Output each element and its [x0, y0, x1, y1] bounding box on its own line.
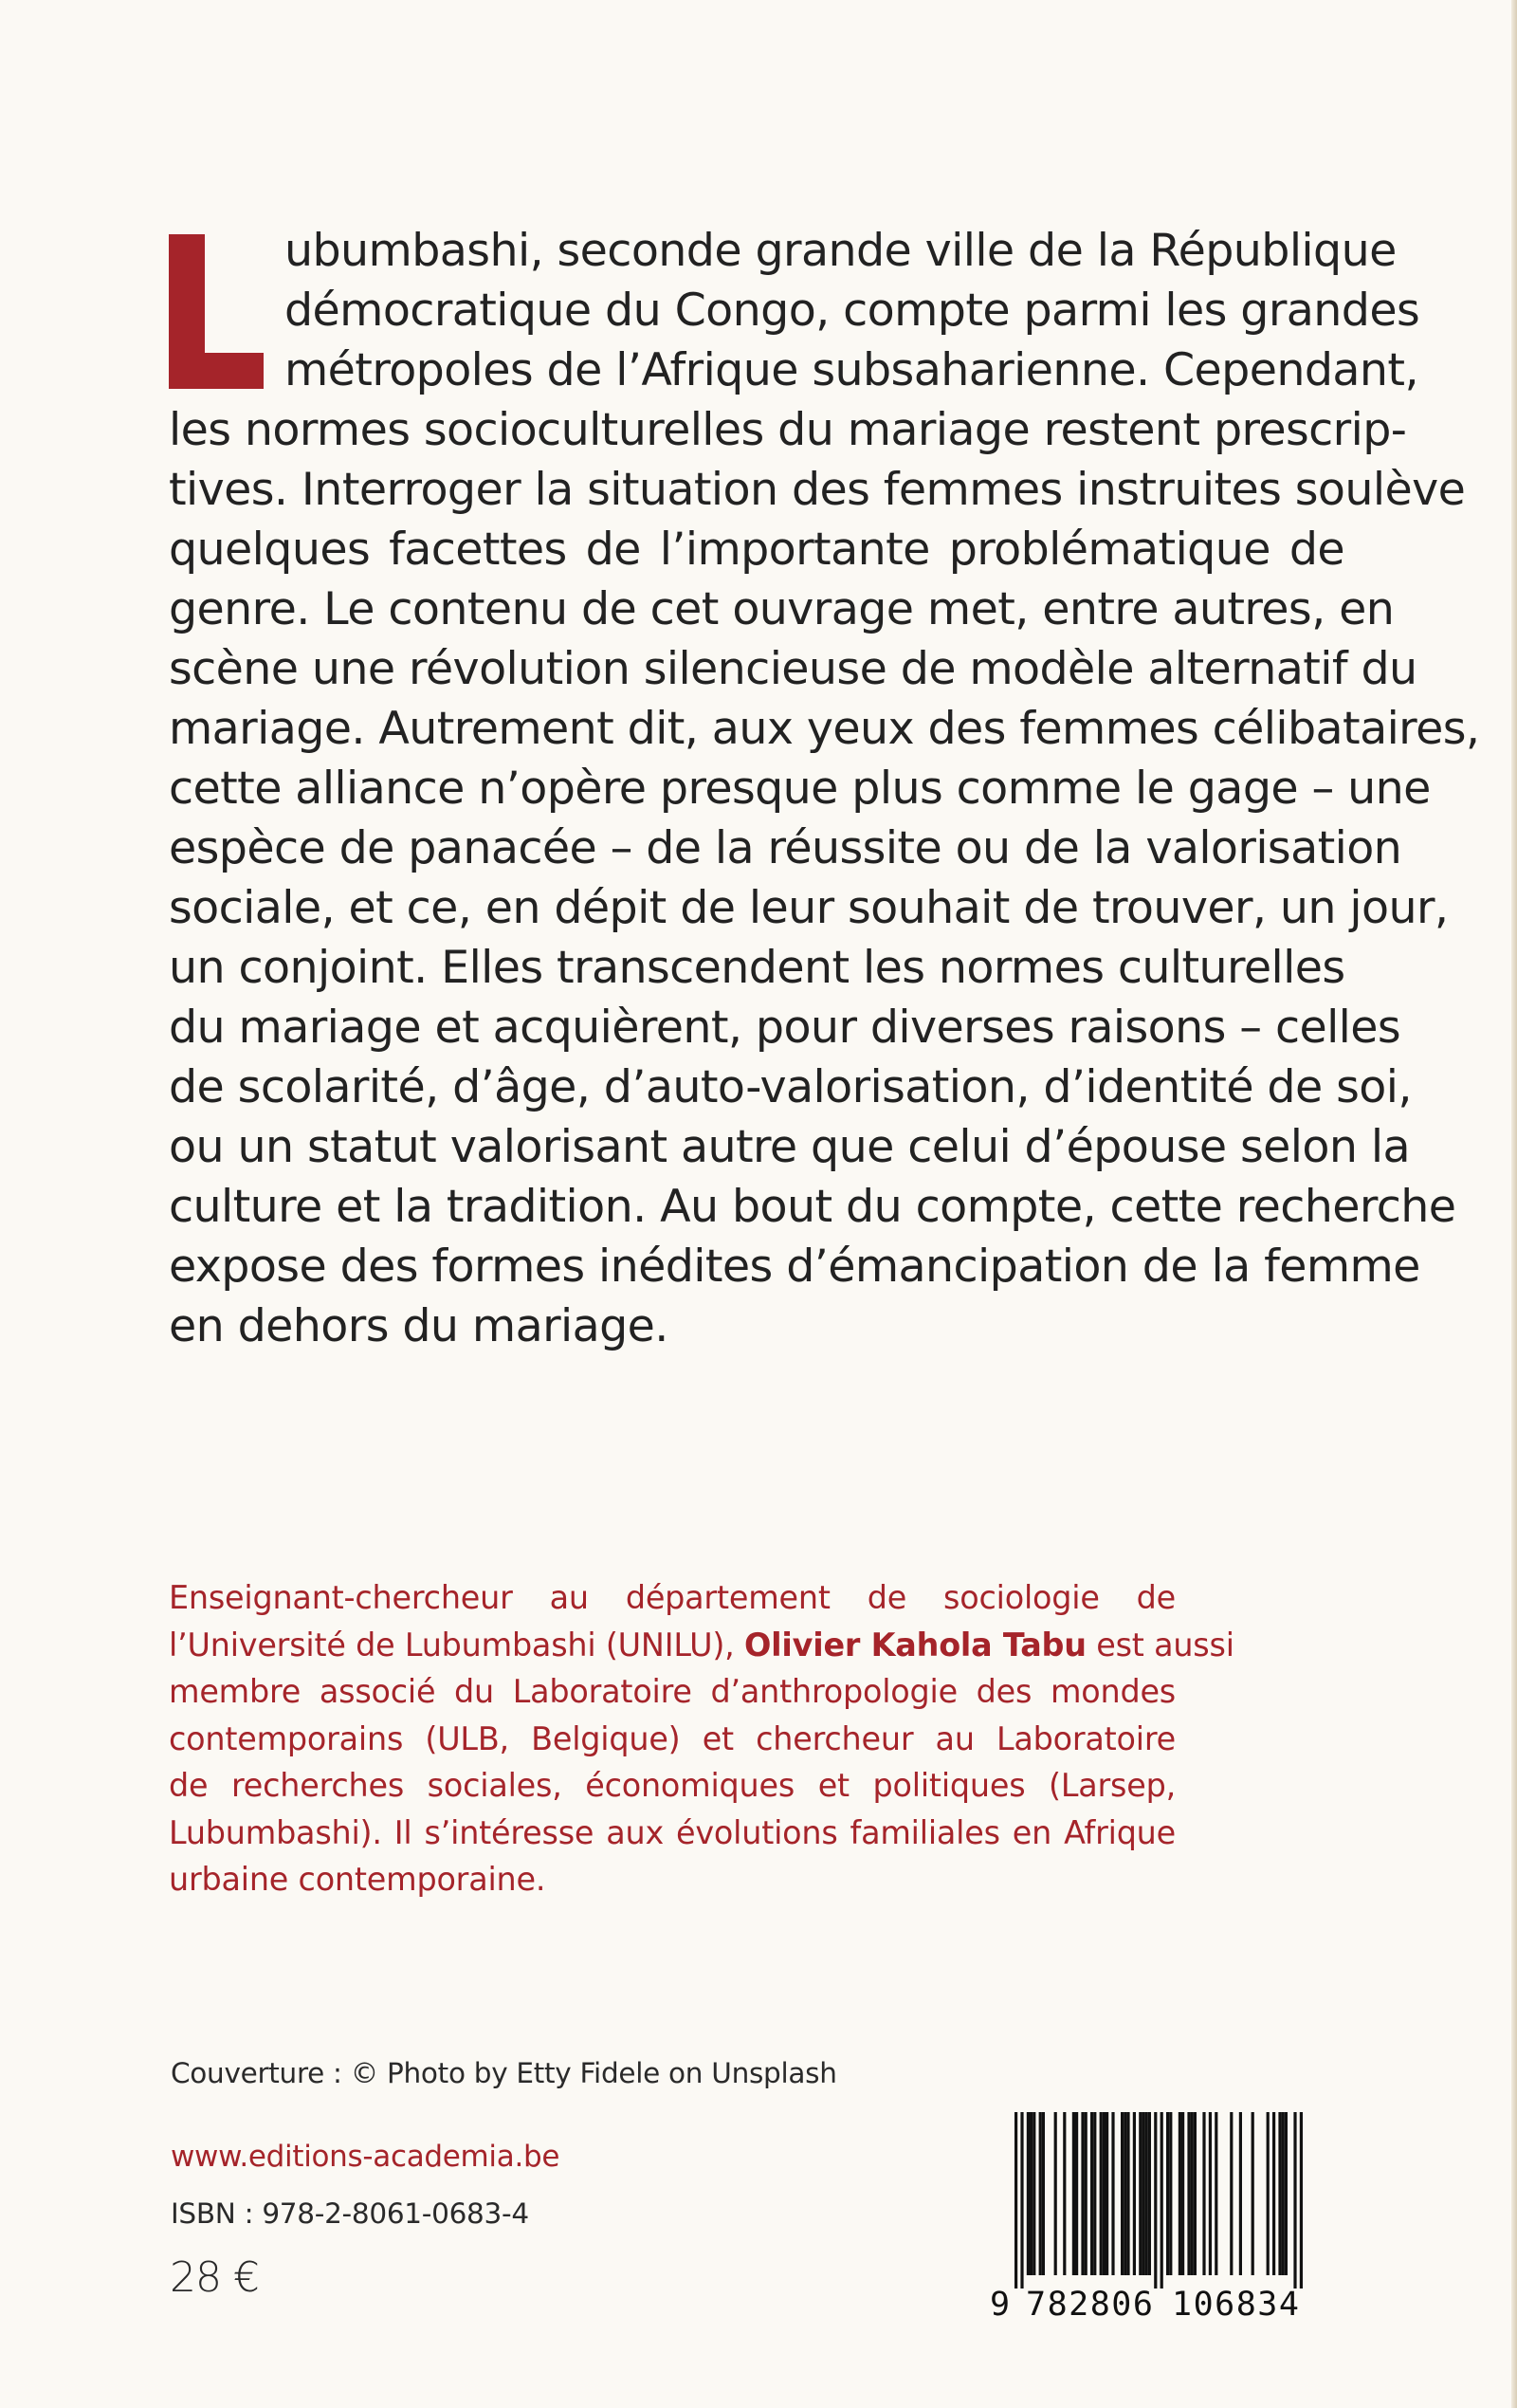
- barcode-bar: [1148, 2112, 1151, 2275]
- blurb-line: un conjoint. Elles transcendent les normes culturelles: [169, 942, 1345, 994]
- barcode-bar: [1133, 2112, 1136, 2275]
- barcode-bar: [1209, 2112, 1212, 2275]
- bio-line: urbaine contemporaine.: [169, 1861, 546, 1898]
- barcode-bar: [1282, 2112, 1285, 2275]
- blurb-line: expose des formes inédites d’émancipation de la femme: [169, 1241, 1420, 1293]
- barcode-bar: [1100, 2112, 1103, 2275]
- isbn-barcode: [990, 2112, 1314, 2326]
- blurb-line: ubumbashi, seconde grande ville de la République: [284, 225, 1397, 277]
- barcode-bar: [1169, 2112, 1172, 2275]
- blurb-line: tives. Interroger la situation des femmes instruites soulève: [169, 464, 1466, 516]
- barcode-bar: [1191, 2112, 1194, 2275]
- barcode-digits: [990, 2283, 1314, 2326]
- isbn: ISBN : 978-2-8061-0683-4: [171, 2197, 529, 2230]
- barcode-bar: [1030, 2112, 1033, 2275]
- blurb-line: espèce de panacée – de la réussite ou de la valorisation: [169, 822, 1402, 874]
- barcode-bar: [1063, 2112, 1066, 2275]
- barcode-bar: [1161, 2112, 1163, 2289]
- barcode-bar: [1103, 2112, 1106, 2275]
- barcode-bar: [1033, 2112, 1035, 2275]
- barcode-bar: [1230, 2112, 1233, 2275]
- blurb-line: en dehors du mariage.: [169, 1300, 668, 1352]
- spine-edge: [1511, 0, 1517, 2408]
- barcode-bar: [1252, 2112, 1254, 2275]
- barcode-bar: [1042, 2112, 1045, 2275]
- barcode-bar: [1027, 2112, 1030, 2275]
- barcode-bar: [1075, 2112, 1078, 2275]
- barcode-bar: [1126, 2112, 1129, 2275]
- barcode-bar: [1124, 2112, 1126, 2275]
- author-name: Olivier Kahola Tabu: [743, 1626, 1087, 1664]
- bio-line: Lubumbashi). Il s’intéresse aux évolutions familiales en Afrique: [169, 1813, 1176, 1851]
- blurb-line: quelques facettes de l’importante problématique de: [169, 524, 1344, 576]
- barcode-digit-lead: 9: [990, 2286, 1011, 2324]
- barcode-bar: [1166, 2112, 1169, 2275]
- blurb-line: de scolarité, d’âge, d’auto-valorisation, d’identité de soi,: [169, 1061, 1412, 1113]
- barcode-bar: [1293, 2112, 1296, 2289]
- barcode-bar: [1239, 2112, 1242, 2275]
- blurb-line: scène une révolution silencieuse de modèle alternatif du: [169, 643, 1417, 695]
- blurb-line: sociale, et ce, en dépit de leur souhait de trouver, un jour,: [169, 882, 1449, 934]
- barcode-bar: [1054, 2112, 1057, 2275]
- barcode-bar: [1072, 2112, 1075, 2275]
- barcode-bar: [1187, 2112, 1190, 2275]
- barcode-bar: [1145, 2112, 1148, 2275]
- drop-cap-l: [169, 234, 264, 389]
- barcode-bar: [1111, 2112, 1114, 2275]
- bio-text: est aussi: [1086, 1626, 1234, 1664]
- back-cover-blurb: [169, 221, 1480, 1356]
- barcode-bar: [1139, 2112, 1142, 2275]
- barcode-bar: [1154, 2112, 1157, 2289]
- publisher-website-link[interactable]: www.editions-academia.be: [171, 2140, 560, 2174]
- bio-line: Enseignant-chercheur au département de sociologie de: [169, 1579, 1176, 1616]
- barcode-bar: [1215, 2112, 1217, 2275]
- blurb-line: cette alliance n’opère presque plus comme le gage – une: [169, 763, 1431, 815]
- blurb-line: genre. Le contenu de cet ouvrage met, entre autres, en: [169, 583, 1395, 635]
- barcode-bar: [1014, 2112, 1017, 2289]
- barcode-bar: [1179, 2112, 1181, 2275]
- barcode-bar: [1267, 2112, 1270, 2275]
- bio-line: membre associé du Laboratoire d’anthropologie des mondes: [169, 1673, 1176, 1710]
- blurb-line: culture et la tradition. Au bout du compte, cette recherche: [169, 1181, 1456, 1233]
- bio-line: [169, 1622, 1234, 1669]
- bio-text: l’Université de Lubumbashi (UNILU),: [169, 1626, 744, 1664]
- barcode-bar: [1142, 2112, 1144, 2275]
- barcode-bar: [1272, 2112, 1275, 2275]
- blurb-line: métropoles de l’Afrique subsaharienne. Cependant,: [284, 344, 1418, 396]
- bio-line: contemporains (ULB, Belgique) et chercheur au Laboratoire: [169, 1719, 1176, 1757]
- blurb-opening: [169, 221, 1420, 400]
- blurb-line: les normes socioculturelles du mariage restent prescrip-: [169, 404, 1407, 456]
- barcode-bar: [1202, 2112, 1205, 2275]
- price: 28 €: [170, 2253, 259, 2302]
- barcode-bar: [1181, 2112, 1184, 2275]
- barcode-bar: [1090, 2112, 1093, 2275]
- barcode-bar: [1106, 2112, 1108, 2275]
- bio-line: de recherches sociales, économiques et politiques (Larsep,: [169, 1767, 1176, 1804]
- barcode-digits-left: 782806: [1026, 2286, 1155, 2324]
- barcode-bar: [1285, 2112, 1288, 2275]
- blurb-line: ou un statut valorisant autre que celui d’épouse selon la: [169, 1121, 1410, 1173]
- barcode-bar: [1194, 2112, 1197, 2275]
- barcode-bar: [1093, 2112, 1096, 2275]
- barcode-bar: [1278, 2112, 1281, 2275]
- barcode-digits-right: 106834: [1172, 2286, 1301, 2324]
- barcode-bar: [1020, 2112, 1023, 2289]
- barcode-bar: [1081, 2112, 1084, 2275]
- blurb-line: mariage. Autrement dit, aux yeux des femmes célibataires,: [169, 703, 1480, 755]
- blurb-line: démocratique du Congo, compte parmi les grandes: [284, 285, 1420, 337]
- blurb-line: du mariage et acquièrent, pour diverses raisons – celles: [169, 1002, 1401, 1054]
- barcode-bar: [1300, 2112, 1303, 2289]
- author-bio: [169, 1574, 1234, 1903]
- barcode-bar: [1121, 2112, 1124, 2275]
- barcode-bar: [1039, 2112, 1042, 2275]
- barcode-bar: [1085, 2112, 1087, 2275]
- cover-credit: Couverture : © Photo by Etty Fidele on Unsplash: [171, 2057, 837, 2089]
- barcode-bars: [990, 2112, 1314, 2289]
